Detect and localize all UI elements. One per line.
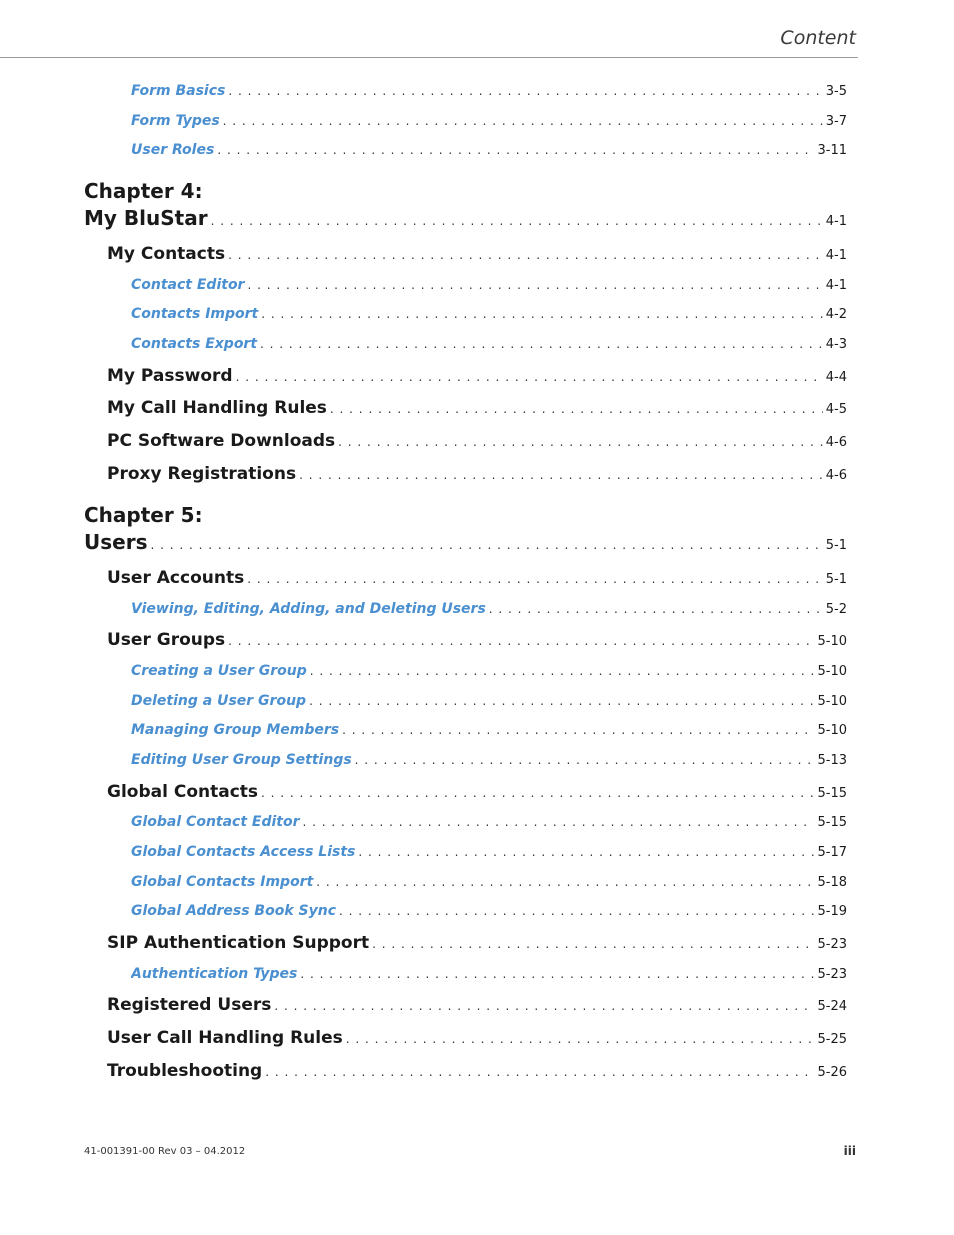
toc-entry-label[interactable]: My Call Handling Rules (107, 398, 327, 418)
dot-leader (355, 753, 815, 767)
toc-chapter-entry[interactable] (84, 206, 847, 230)
toc-entry-page: 4-3 (825, 337, 847, 352)
toc-entry[interactable] (131, 306, 847, 322)
toc-entry-label[interactable]: PC Software Downloads (107, 431, 336, 451)
toc-entry-label[interactable]: Form Types (131, 113, 220, 129)
toc-entry-label[interactable]: Contacts Import (131, 306, 259, 322)
toc-chapter-title[interactable]: My BluStar (84, 206, 208, 230)
toc-entry-page: 4-1 (825, 248, 847, 263)
dot-leader (261, 786, 814, 800)
toc-entry-label[interactable]: Authentication Types (131, 966, 298, 982)
toc-entry-page: 3-7 (825, 114, 847, 129)
toc-entry[interactable] (107, 995, 847, 1015)
toc-entry-label[interactable]: Global Contacts Import (131, 874, 314, 890)
dot-leader (300, 967, 814, 981)
toc-entry-page: 4-5 (825, 402, 847, 417)
toc-entry[interactable] (107, 366, 847, 386)
toc-entry-label[interactable]: Editing User Group Settings (131, 752, 352, 768)
toc-entry[interactable] (107, 568, 847, 588)
dot-leader (489, 602, 823, 616)
toc-entry[interactable] (131, 874, 847, 890)
toc-entry[interactable] (131, 752, 847, 768)
toc-entry-page: 5-19 (817, 904, 847, 919)
toc-entry[interactable] (107, 431, 847, 451)
toc-chapter-entry[interactable] (84, 530, 847, 554)
dot-leader (342, 723, 814, 737)
toc-entry-label[interactable]: User Roles (131, 142, 215, 158)
toc-entry[interactable] (131, 903, 847, 919)
toc-entry-page: 4-1 (825, 278, 847, 293)
toc-entry[interactable] (131, 844, 847, 860)
toc-entry-label[interactable]: Registered Users (107, 995, 272, 1015)
toc-entry-page: 5-10 (817, 723, 847, 738)
toc-entry[interactable] (131, 277, 847, 293)
dot-leader (228, 84, 822, 98)
toc-entry-label[interactable]: Deleting a User Group (131, 693, 307, 709)
toc-entry-page: 5-24 (817, 999, 847, 1014)
toc-entry-page: 5-13 (817, 753, 847, 768)
dot-leader (228, 248, 823, 262)
header-divider (0, 57, 858, 58)
dot-leader (261, 307, 823, 321)
toc-entry-page: 4-1 (825, 214, 847, 229)
toc-entry-page: 3-11 (817, 143, 847, 158)
toc-entry-page: 4-6 (825, 435, 847, 450)
toc-entry[interactable] (107, 1061, 847, 1081)
toc-entry-label[interactable]: Global Contact Editor (131, 814, 300, 830)
toc-entry-label[interactable]: Contacts Export (131, 336, 258, 352)
toc-entry[interactable] (131, 83, 847, 99)
dot-leader (303, 815, 815, 829)
dot-leader (260, 337, 823, 351)
dot-leader (150, 538, 822, 552)
toc-entry-label[interactable]: Troubleshooting (107, 1061, 263, 1081)
toc-entry-page: 5-26 (817, 1065, 847, 1080)
toc-entry-label[interactable]: Proxy Registrations (107, 464, 297, 484)
toc-entry-page: 4-4 (825, 370, 847, 385)
toc-entry-page: 5-18 (817, 875, 847, 890)
toc-entry[interactable] (131, 814, 847, 830)
dot-leader (228, 634, 814, 648)
toc-entry-label[interactable]: Contact Editor (131, 277, 245, 293)
toc-entry-label[interactable]: Managing Group Members (131, 722, 340, 738)
toc-entry[interactable] (107, 782, 847, 802)
toc-entry-page: 5-2 (825, 602, 847, 617)
toc-entry-page: 5-17 (817, 845, 847, 860)
toc-entry[interactable] (131, 113, 847, 129)
dot-leader (309, 694, 814, 708)
toc-entry-page: 5-23 (817, 937, 847, 952)
toc-entry-label[interactable]: User Call Handling Rules (107, 1028, 343, 1048)
toc-entry[interactable] (107, 398, 847, 418)
toc-entry[interactable] (107, 464, 847, 484)
toc-entry[interactable] (107, 933, 847, 953)
toc-entry-page: 5-15 (817, 815, 847, 830)
toc-entry-label[interactable]: User Accounts (107, 568, 245, 588)
toc-entry-label[interactable]: Global Contacts Access Lists (131, 844, 356, 860)
toc-entry[interactable] (131, 142, 847, 158)
dot-leader (236, 370, 823, 384)
toc-entry-label[interactable]: Viewing, Editing, Adding, and Deleting Users (131, 601, 486, 617)
toc-entry-page: 4-2 (825, 307, 847, 322)
dot-leader (211, 214, 823, 228)
dot-leader (265, 1065, 814, 1079)
toc-entry-page: 5-23 (817, 967, 847, 982)
toc-entry-page: 5-10 (817, 694, 847, 709)
toc-entry[interactable] (131, 601, 847, 617)
toc-entry-label[interactable]: Global Address Book Sync (131, 903, 337, 919)
footer-document-id: 41-001391-00 Rev 03 – 04.2012 (84, 1146, 246, 1157)
toc-chapter-title[interactable]: Users (84, 530, 148, 554)
toc-entry[interactable] (131, 722, 847, 738)
footer-page-number: iii (843, 1144, 856, 1158)
toc-entry-page: 5-10 (817, 664, 847, 679)
toc-entry-label[interactable]: My Contacts (107, 244, 226, 264)
dot-leader (316, 875, 814, 889)
toc-entry-page: 5-10 (817, 634, 847, 649)
toc-entry-label[interactable]: Creating a User Group (131, 663, 307, 679)
toc-entry[interactable] (107, 244, 847, 264)
toc-entry-page: 5-1 (825, 538, 847, 553)
toc-entry-label[interactable]: Form Basics (131, 83, 226, 99)
toc-entry[interactable] (131, 663, 847, 679)
toc-entry[interactable] (107, 1028, 847, 1048)
toc-entry-page: 5-25 (817, 1032, 847, 1047)
dot-leader (339, 904, 814, 918)
chapter-heading: Chapter 5: (84, 503, 203, 527)
dot-leader (247, 278, 822, 292)
toc-entry[interactable] (107, 630, 847, 650)
page-header-title: Content (780, 27, 856, 49)
toc-entry[interactable] (131, 966, 847, 982)
toc-entry-page: 3-5 (825, 84, 847, 99)
toc-entry-label[interactable]: Global Contacts (107, 782, 259, 802)
dot-leader (217, 143, 814, 157)
chapter-heading: Chapter 4: (84, 179, 203, 203)
dot-leader (223, 114, 823, 128)
dot-leader (310, 664, 815, 678)
dot-leader (330, 402, 823, 416)
toc-entry[interactable] (131, 336, 847, 352)
dot-leader (358, 845, 814, 859)
toc-entry-page: 5-1 (825, 572, 847, 587)
toc-entry-label[interactable]: My Password (107, 366, 233, 386)
toc-entry-label[interactable]: User Groups (107, 630, 226, 650)
dot-leader (274, 999, 814, 1013)
toc-entry[interactable] (131, 693, 847, 709)
toc-entry-label[interactable]: SIP Authentication Support (107, 933, 370, 953)
dot-leader (338, 435, 823, 449)
dot-leader (299, 468, 823, 482)
toc-entry-page: 5-15 (817, 786, 847, 801)
dot-leader (247, 572, 823, 586)
dot-leader (372, 937, 814, 951)
toc-entry-page: 4-6 (825, 468, 847, 483)
dot-leader (346, 1032, 815, 1046)
